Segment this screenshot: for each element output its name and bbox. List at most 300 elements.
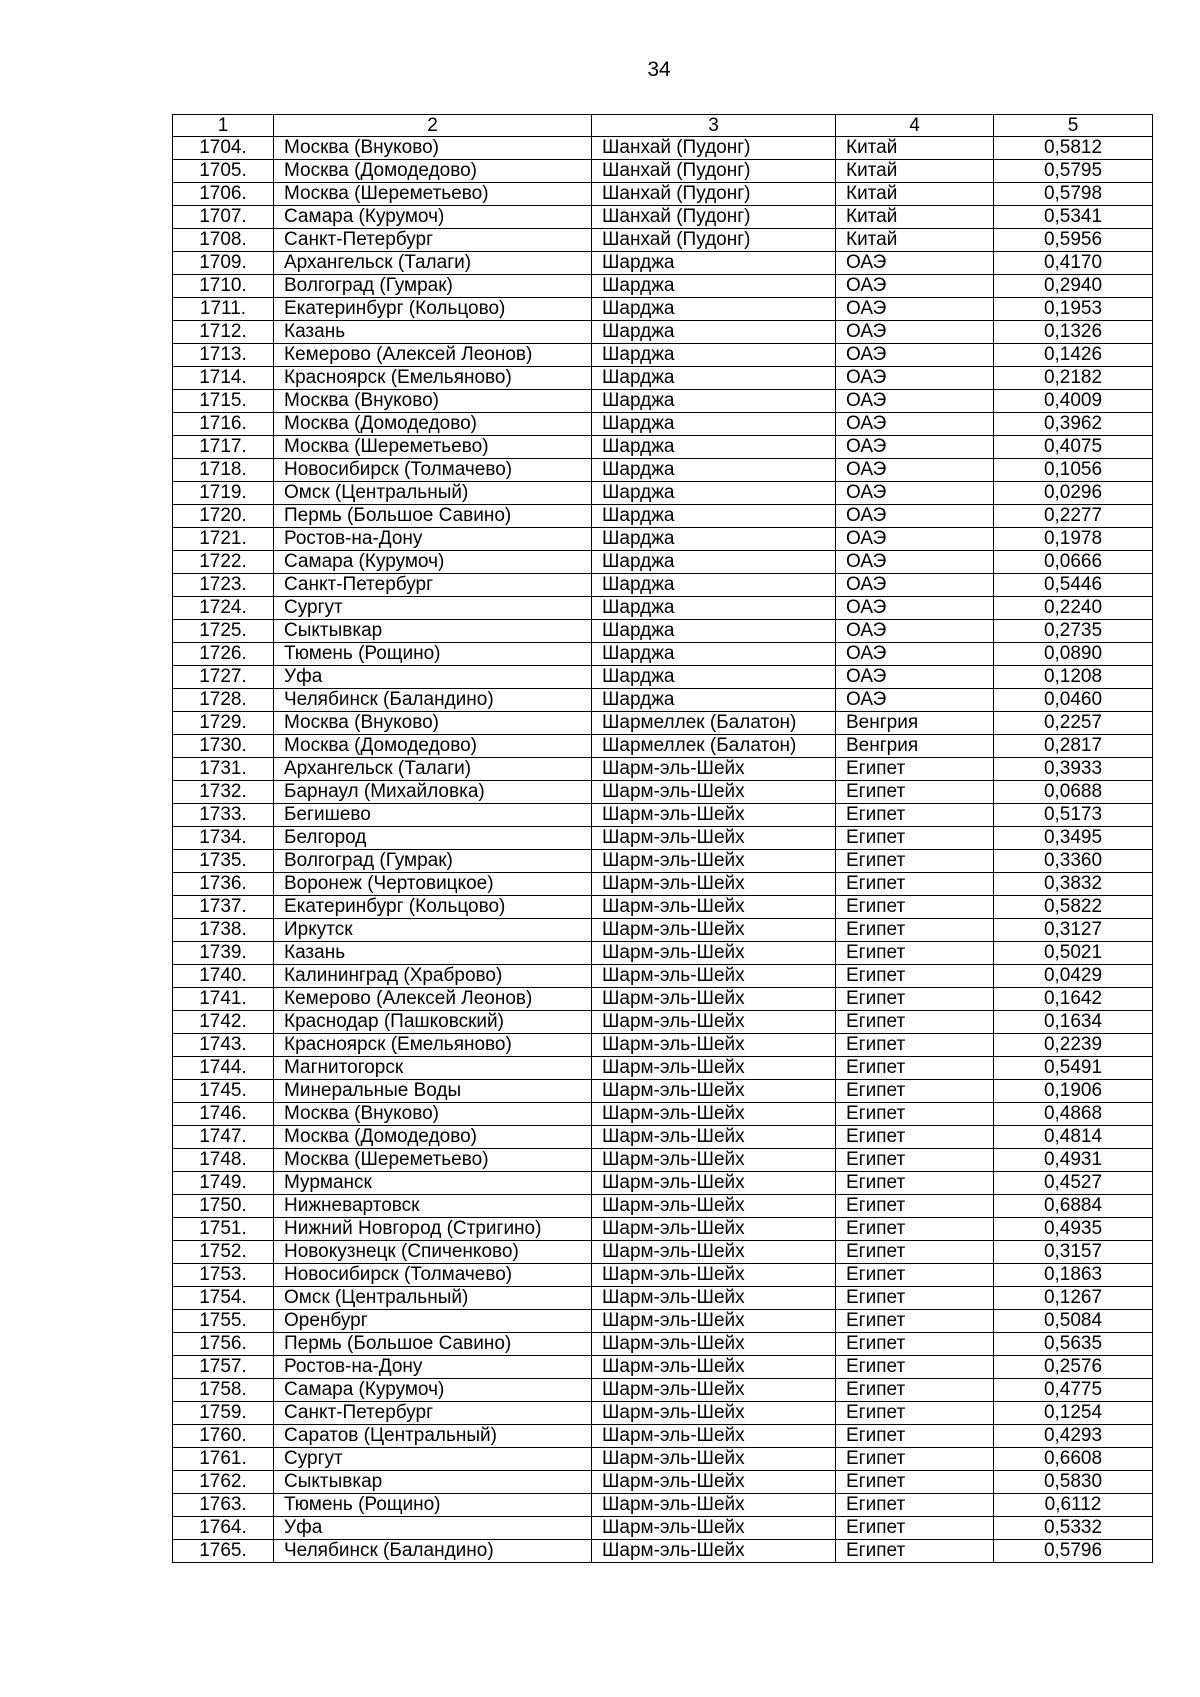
table-row [173, 574, 1153, 597]
destination-airport: Шарджа [592, 666, 836, 689]
row-number: 1750. [173, 1195, 274, 1218]
coefficient-value: 0,1426 [994, 344, 1153, 367]
row-number: 1714. [173, 367, 274, 390]
destination-airport: Шарм-эль-Шейх [592, 804, 836, 827]
destination-airport: Шарм-эль-Шейх [592, 1057, 836, 1080]
destination-country: Египет [836, 1402, 994, 1425]
destination-airport: Шарджа [592, 551, 836, 574]
row-number: 1711. [173, 298, 274, 321]
coefficient-value: 0,1634 [994, 1011, 1153, 1034]
table-row [173, 1149, 1153, 1172]
table-row [173, 758, 1153, 781]
departure-airport: Кемерово (Алексей Леонов) [274, 988, 592, 1011]
row-number: 1718. [173, 459, 274, 482]
column-header: 2 [274, 115, 592, 137]
destination-airport: Шарм-эль-Шейх [592, 1149, 836, 1172]
coefficient-value: 0,5332 [994, 1517, 1153, 1540]
coefficient-value: 0,1208 [994, 666, 1153, 689]
destination-country: ОАЭ [836, 528, 994, 551]
departure-airport: Москва (Домодедово) [274, 413, 592, 436]
departure-airport: Калининград (Храброво) [274, 965, 592, 988]
destination-country: Египет [836, 1195, 994, 1218]
destination-airport: Шарм-эль-Шейх [592, 1402, 836, 1425]
destination-country: ОАЭ [836, 643, 994, 666]
row-number: 1717. [173, 436, 274, 459]
table-row [173, 275, 1153, 298]
row-number: 1748. [173, 1149, 274, 1172]
departure-airport: Оренбург [274, 1310, 592, 1333]
departure-airport: Екатеринбург (Кольцово) [274, 896, 592, 919]
coefficient-value: 0,2239 [994, 1034, 1153, 1057]
destination-country: Китай [836, 160, 994, 183]
row-number: 1742. [173, 1011, 274, 1034]
departure-airport: Самара (Курумоч) [274, 551, 592, 574]
departure-airport: Ростов-на-Дону [274, 1356, 592, 1379]
destination-airport: Шанхай (Пудонг) [592, 137, 836, 160]
destination-airport: Шарм-эль-Шейх [592, 1494, 836, 1517]
destination-country: Египет [836, 1287, 994, 1310]
destination-country: Египет [836, 1448, 994, 1471]
table-row [173, 1126, 1153, 1149]
coefficient-value: 0,5830 [994, 1471, 1153, 1494]
destination-country: Египет [836, 1264, 994, 1287]
coefficient-value: 0,3962 [994, 413, 1153, 436]
departure-airport: Волгоград (Гумрак) [274, 275, 592, 298]
destination-country: ОАЭ [836, 436, 994, 459]
destination-country: Египет [836, 873, 994, 896]
coefficient-value: 0,3127 [994, 919, 1153, 942]
row-number: 1753. [173, 1264, 274, 1287]
table-row [173, 1172, 1153, 1195]
coefficient-value: 0,0666 [994, 551, 1153, 574]
destination-country: ОАЭ [836, 390, 994, 413]
destination-airport: Шарм-эль-Шейх [592, 919, 836, 942]
destination-country: ОАЭ [836, 505, 994, 528]
table-row [173, 298, 1153, 321]
destination-airport: Шарм-эль-Шейх [592, 873, 836, 896]
destination-country: Египет [836, 781, 994, 804]
table-row [173, 827, 1153, 850]
coefficient-value: 0,5798 [994, 183, 1153, 206]
coefficient-value: 0,5822 [994, 896, 1153, 919]
row-number: 1763. [173, 1494, 274, 1517]
departure-airport: Санкт-Петербург [274, 1402, 592, 1425]
page-number: 34 [647, 58, 671, 81]
destination-airport: Шарм-эль-Шейх [592, 1517, 836, 1540]
destination-country: Китай [836, 206, 994, 229]
departure-airport: Новосибирск (Толмачево) [274, 459, 592, 482]
coefficient-value: 0,4931 [994, 1149, 1153, 1172]
destination-airport: Шарджа [592, 459, 836, 482]
table-row [173, 1517, 1153, 1540]
table-row [173, 321, 1153, 344]
destination-airport: Шарм-эль-Шейх [592, 1264, 836, 1287]
destination-country: ОАЭ [836, 551, 994, 574]
departure-airport: Сургут [274, 597, 592, 620]
coefficient-value: 0,6884 [994, 1195, 1153, 1218]
coefficient-value: 0,5635 [994, 1333, 1153, 1356]
table-row [173, 551, 1153, 574]
destination-country: Египет [836, 1379, 994, 1402]
coefficient-value: 0,2817 [994, 735, 1153, 758]
destination-airport: Шарм-эль-Шейх [592, 1333, 836, 1356]
departure-airport: Пермь (Большое Савино) [274, 505, 592, 528]
destination-country: Египет [836, 1011, 994, 1034]
departure-airport: Москва (Шереметьево) [274, 183, 592, 206]
destination-airport: Шарджа [592, 436, 836, 459]
departure-airport: Сургут [274, 1448, 592, 1471]
destination-airport: Шарджа [592, 528, 836, 551]
destination-airport: Шарм-эль-Шейх [592, 1287, 836, 1310]
destination-country: Египет [836, 1149, 994, 1172]
table-row [173, 919, 1153, 942]
destination-airport: Шарджа [592, 689, 836, 712]
table-row [173, 896, 1153, 919]
row-number: 1765. [173, 1540, 274, 1563]
destination-country: Египет [836, 1103, 994, 1126]
table-row [173, 528, 1153, 551]
table-header-row [173, 115, 1153, 137]
destination-country: Египет [836, 965, 994, 988]
departure-airport: Архангельск (Талаги) [274, 252, 592, 275]
destination-country: Египет [836, 1517, 994, 1540]
destination-country: ОАЭ [836, 298, 994, 321]
destination-country: Египет [836, 1540, 994, 1563]
table-row [173, 1471, 1153, 1494]
coefficient-value: 0,5795 [994, 160, 1153, 183]
coefficient-value: 0,1056 [994, 459, 1153, 482]
row-number: 1741. [173, 988, 274, 1011]
departure-airport: Краснодар (Пашковский) [274, 1011, 592, 1034]
row-number: 1708. [173, 229, 274, 252]
destination-airport: Шарм-эль-Шейх [592, 1471, 836, 1494]
departure-airport: Сыктывкар [274, 620, 592, 643]
row-number: 1739. [173, 942, 274, 965]
row-number: 1730. [173, 735, 274, 758]
destination-airport: Шарм-эль-Шейх [592, 1103, 836, 1126]
table-row [173, 482, 1153, 505]
coefficient-value: 0,0460 [994, 689, 1153, 712]
departure-airport: Магнитогорск [274, 1057, 592, 1080]
destination-country: Египет [836, 1310, 994, 1333]
row-number: 1760. [173, 1425, 274, 1448]
destination-country: Египет [836, 988, 994, 1011]
table-row [173, 1356, 1153, 1379]
destination-airport: Шарджа [592, 252, 836, 275]
coefficient-value: 0,4075 [994, 436, 1153, 459]
destination-airport: Шарм-эль-Шейх [592, 1080, 836, 1103]
departure-airport: Мурманск [274, 1172, 592, 1195]
destination-airport: Шарм-эль-Шейх [592, 1218, 836, 1241]
destination-airport: Шарм-эль-Шейх [592, 1448, 836, 1471]
destination-airport: Шарм-эль-Шейх [592, 1425, 836, 1448]
departure-airport: Самара (Курумоч) [274, 206, 592, 229]
row-number: 1734. [173, 827, 274, 850]
coefficient-value: 0,3933 [994, 758, 1153, 781]
departure-airport: Иркутск [274, 919, 592, 942]
coefficient-value: 0,6608 [994, 1448, 1153, 1471]
row-number: 1751. [173, 1218, 274, 1241]
row-number: 1743. [173, 1034, 274, 1057]
coefficient-value: 0,1863 [994, 1264, 1153, 1287]
departure-airport: Саратов (Центральный) [274, 1425, 592, 1448]
table-row [173, 206, 1153, 229]
destination-airport: Шарм-эль-Шейх [592, 896, 836, 919]
departure-airport: Красноярск (Емельяново) [274, 367, 592, 390]
table-row [173, 367, 1153, 390]
departure-airport: Тюмень (Рощино) [274, 643, 592, 666]
row-number: 1720. [173, 505, 274, 528]
departure-airport: Архангельск (Талаги) [274, 758, 592, 781]
destination-country: Египет [836, 1218, 994, 1241]
coefficient-value: 0,0890 [994, 643, 1153, 666]
departure-airport: Москва (Шереметьево) [274, 1149, 592, 1172]
coefficient-value: 0,3832 [994, 873, 1153, 896]
column-header: 4 [836, 115, 994, 137]
destination-airport: Шарм-эль-Шейх [592, 1011, 836, 1034]
coefficient-value: 0,5812 [994, 137, 1153, 160]
row-number: 1757. [173, 1356, 274, 1379]
row-number: 1713. [173, 344, 274, 367]
destination-country: Египет [836, 1356, 994, 1379]
table-row [173, 1448, 1153, 1471]
departure-airport: Нижневартовск [274, 1195, 592, 1218]
table-row [173, 160, 1153, 183]
destination-airport: Шарм-эль-Шейх [592, 965, 836, 988]
row-number: 1705. [173, 160, 274, 183]
destination-country: Египет [836, 1057, 994, 1080]
coefficient-value: 0,5796 [994, 1540, 1153, 1563]
departure-airport: Москва (Внуково) [274, 390, 592, 413]
destination-airport: Шарджа [592, 298, 836, 321]
coefficient-value: 0,5491 [994, 1057, 1153, 1080]
coefficient-value: 0,1978 [994, 528, 1153, 551]
destination-country: Венгрия [836, 735, 994, 758]
coefficient-value: 0,5084 [994, 1310, 1153, 1333]
destination-airport: Шарджа [592, 275, 836, 298]
row-number: 1754. [173, 1287, 274, 1310]
destination-country: ОАЭ [836, 597, 994, 620]
departure-airport: Новокузнецк (Спиченково) [274, 1241, 592, 1264]
destination-airport: Шарджа [592, 505, 836, 528]
table-row [173, 390, 1153, 413]
destination-country: ОАЭ [836, 275, 994, 298]
column-header: 5 [994, 115, 1153, 137]
table-row [173, 1310, 1153, 1333]
table-row [173, 620, 1153, 643]
row-number: 1721. [173, 528, 274, 551]
coefficient-value: 0,2576 [994, 1356, 1153, 1379]
departure-airport: Минеральные Воды [274, 1080, 592, 1103]
departure-airport: Воронеж (Чертовицкое) [274, 873, 592, 896]
table-row [173, 505, 1153, 528]
destination-country: ОАЭ [836, 344, 994, 367]
row-number: 1746. [173, 1103, 274, 1126]
destination-country: Египет [836, 1425, 994, 1448]
table-row [173, 1494, 1153, 1517]
coefficient-value: 0,0688 [994, 781, 1153, 804]
row-number: 1704. [173, 137, 274, 160]
coefficient-value: 0,4170 [994, 252, 1153, 275]
departure-airport: Барнаул (Михайловка) [274, 781, 592, 804]
destination-country: ОАЭ [836, 482, 994, 505]
departure-airport: Москва (Внуково) [274, 1103, 592, 1126]
table-row [173, 873, 1153, 896]
destination-country: Египет [836, 1172, 994, 1195]
row-number: 1747. [173, 1126, 274, 1149]
destination-airport: Шарм-эль-Шейх [592, 1172, 836, 1195]
table-row [173, 1540, 1153, 1563]
destination-airport: Шарм-эль-Шейх [592, 1310, 836, 1333]
destination-country: Египет [836, 1034, 994, 1057]
row-number: 1759. [173, 1402, 274, 1425]
departure-airport: Омск (Центральный) [274, 1287, 592, 1310]
table-row [173, 1264, 1153, 1287]
row-number: 1744. [173, 1057, 274, 1080]
departure-airport: Екатеринбург (Кольцово) [274, 298, 592, 321]
routes-table [172, 114, 1153, 1563]
row-number: 1756. [173, 1333, 274, 1356]
row-number: 1706. [173, 183, 274, 206]
departure-airport: Волгоград (Гумрак) [274, 850, 592, 873]
destination-country: Египет [836, 1241, 994, 1264]
table-row [173, 1080, 1153, 1103]
coefficient-value: 0,2277 [994, 505, 1153, 528]
row-number: 1726. [173, 643, 274, 666]
departure-airport: Уфа [274, 666, 592, 689]
coefficient-value: 0,5021 [994, 942, 1153, 965]
row-number: 1733. [173, 804, 274, 827]
row-number: 1732. [173, 781, 274, 804]
destination-airport: Шарджа [592, 390, 836, 413]
row-number: 1737. [173, 896, 274, 919]
row-number: 1719. [173, 482, 274, 505]
destination-country: ОАЭ [836, 620, 994, 643]
row-number: 1764. [173, 1517, 274, 1540]
table-row [173, 1034, 1153, 1057]
destination-airport: Шарм-эль-Шейх [592, 758, 836, 781]
destination-airport: Шарм-эль-Шейх [592, 942, 836, 965]
row-number: 1709. [173, 252, 274, 275]
table-row [173, 712, 1153, 735]
table-row [173, 137, 1153, 160]
departure-airport: Москва (Домодедово) [274, 160, 592, 183]
row-number: 1749. [173, 1172, 274, 1195]
destination-airport: Шарм-эль-Шейх [592, 1540, 836, 1563]
destination-country: Египет [836, 919, 994, 942]
coefficient-value: 0,4293 [994, 1425, 1153, 1448]
destination-airport: Шарм-эль-Шейх [592, 1195, 836, 1218]
departure-airport: Тюмень (Рощино) [274, 1494, 592, 1517]
destination-airport: Шарм-эль-Шейх [592, 1241, 836, 1264]
destination-country: ОАЭ [836, 321, 994, 344]
table-row [173, 988, 1153, 1011]
departure-airport: Москва (Внуково) [274, 712, 592, 735]
departure-airport: Белгород [274, 827, 592, 850]
coefficient-value: 0,2257 [994, 712, 1153, 735]
destination-airport: Шарджа [592, 620, 836, 643]
table-row [173, 804, 1153, 827]
departure-airport: Санкт-Петербург [274, 229, 592, 252]
destination-airport: Шанхай (Пудонг) [592, 229, 836, 252]
departure-airport: Нижний Новгород (Стригино) [274, 1218, 592, 1241]
departure-airport: Казань [274, 321, 592, 344]
row-number: 1752. [173, 1241, 274, 1264]
row-number: 1729. [173, 712, 274, 735]
departure-airport: Пермь (Большое Савино) [274, 1333, 592, 1356]
destination-airport: Шанхай (Пудонг) [592, 183, 836, 206]
destination-country: Египет [836, 1333, 994, 1356]
destination-airport: Шанхай (Пудонг) [592, 206, 836, 229]
coefficient-value: 0,3157 [994, 1241, 1153, 1264]
departure-airport: Самара (Курумоч) [274, 1379, 592, 1402]
destination-airport: Шарджа [592, 574, 836, 597]
table-row [173, 1195, 1153, 1218]
table-row [173, 781, 1153, 804]
table-row [173, 436, 1153, 459]
coefficient-value: 0,4775 [994, 1379, 1153, 1402]
destination-airport: Шарджа [592, 643, 836, 666]
destination-airport: Шармеллек (Балатон) [592, 735, 836, 758]
row-number: 1715. [173, 390, 274, 413]
coefficient-value: 0,1953 [994, 298, 1153, 321]
destination-country: ОАЭ [836, 574, 994, 597]
destination-airport: Шарджа [592, 321, 836, 344]
coefficient-value: 0,4814 [994, 1126, 1153, 1149]
coefficient-value: 0,2735 [994, 620, 1153, 643]
column-header: 3 [592, 115, 836, 137]
destination-country: ОАЭ [836, 367, 994, 390]
table-row [173, 1379, 1153, 1402]
table-row [173, 459, 1153, 482]
departure-airport: Челябинск (Баландино) [274, 689, 592, 712]
departure-airport: Челябинск (Баландино) [274, 1540, 592, 1563]
table-row [173, 1241, 1153, 1264]
table-row [173, 643, 1153, 666]
departure-airport: Москва (Домодедово) [274, 735, 592, 758]
coefficient-value: 0,2940 [994, 275, 1153, 298]
row-number: 1728. [173, 689, 274, 712]
column-header: 1 [173, 115, 274, 137]
destination-country: Египет [836, 942, 994, 965]
coefficient-value: 0,5173 [994, 804, 1153, 827]
destination-airport: Шармеллек (Балатон) [592, 712, 836, 735]
destination-country: ОАЭ [836, 459, 994, 482]
row-number: 1740. [173, 965, 274, 988]
table-row [173, 1057, 1153, 1080]
row-number: 1722. [173, 551, 274, 574]
table-row [173, 413, 1153, 436]
table-row [173, 1425, 1153, 1448]
table-row [173, 689, 1153, 712]
coefficient-value: 0,4009 [994, 390, 1153, 413]
destination-airport: Шарм-эль-Шейх [592, 1379, 836, 1402]
departure-airport: Омск (Центральный) [274, 482, 592, 505]
departure-airport: Санкт-Петербург [274, 574, 592, 597]
table-row [173, 1287, 1153, 1310]
destination-airport: Шарм-эль-Шейх [592, 781, 836, 804]
destination-airport: Шанхай (Пудонг) [592, 160, 836, 183]
table-row [173, 666, 1153, 689]
destination-airport: Шарджа [592, 344, 836, 367]
destination-airport: Шарджа [592, 597, 836, 620]
destination-country: Китай [836, 183, 994, 206]
table-row [173, 942, 1153, 965]
destination-country: Египет [836, 1494, 994, 1517]
row-number: 1736. [173, 873, 274, 896]
row-number: 1724. [173, 597, 274, 620]
coefficient-value: 0,2240 [994, 597, 1153, 620]
